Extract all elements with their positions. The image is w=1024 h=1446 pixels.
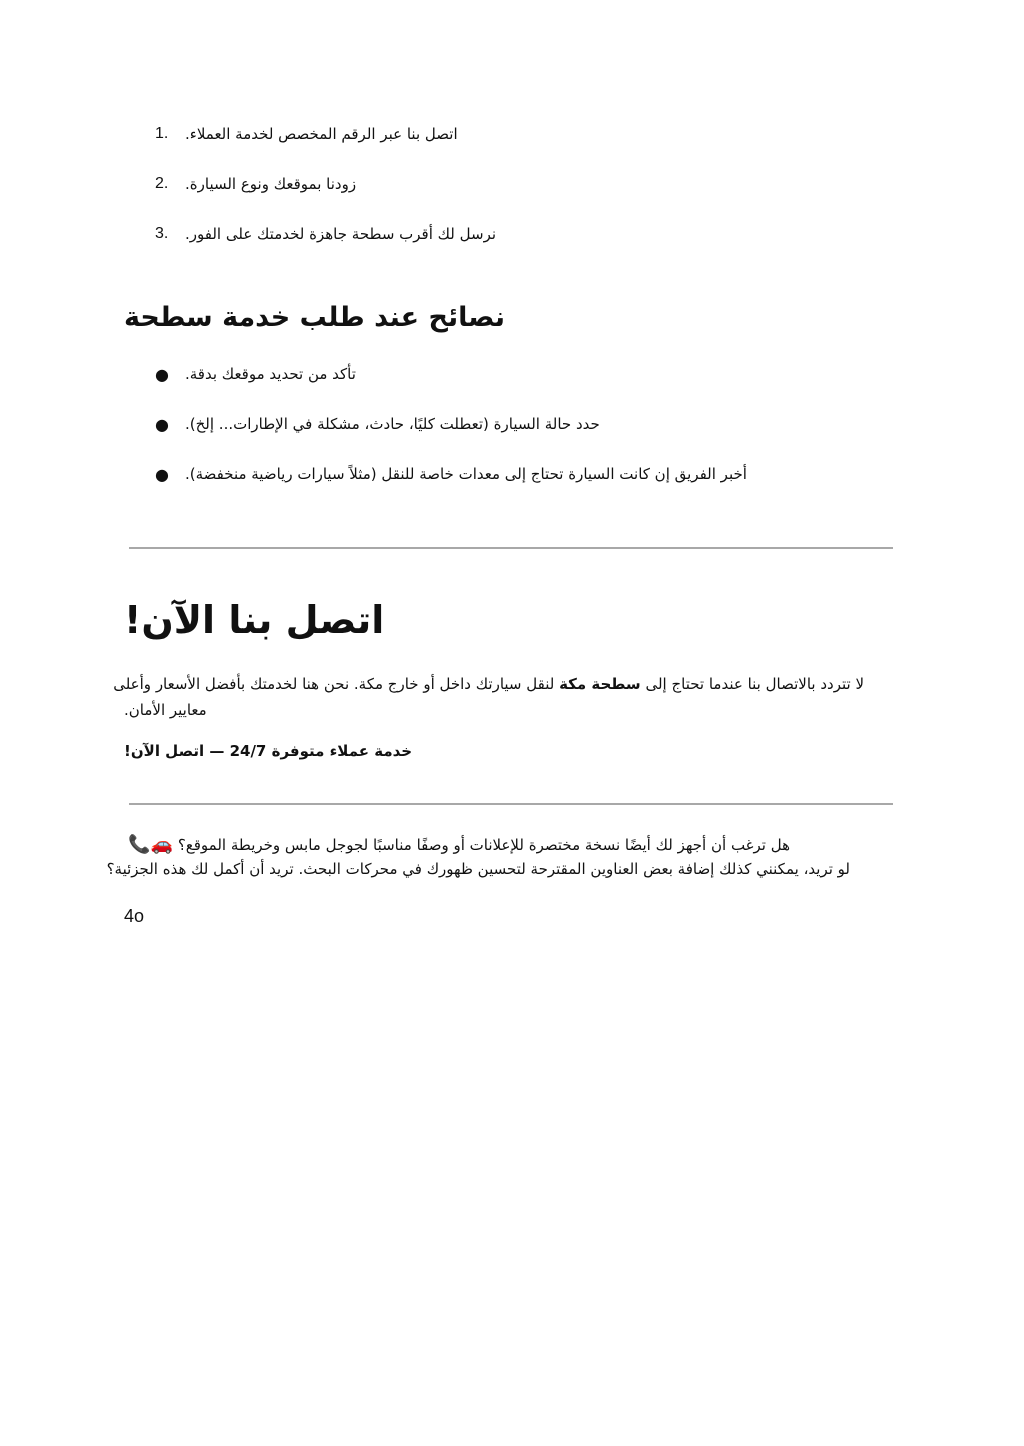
step-number: 1. xyxy=(155,125,169,142)
phone-icon: 📞 xyxy=(128,834,151,855)
car-icon: 🚗 xyxy=(150,834,174,855)
step-item xyxy=(155,122,458,146)
tip-item xyxy=(155,412,600,436)
tip-text: تأكد من تحديد موقعك بدقة. xyxy=(185,365,356,383)
bullet-icon: ● xyxy=(155,414,169,434)
step-number: 3. xyxy=(155,225,169,242)
contact-paragraph-line xyxy=(113,671,864,697)
bullet-icon: ● xyxy=(155,364,169,384)
model-label: 4o xyxy=(124,906,145,926)
step-item xyxy=(155,222,496,246)
followup-line xyxy=(128,834,790,855)
contact-paragraph-line: معايير الأمان. xyxy=(124,701,207,719)
contact-heading: اتصل بنا الآن! xyxy=(124,598,385,642)
tips-heading: نصائح عند طلب خدمة سطحة xyxy=(124,302,506,333)
followup-line: لو تريد، يمكنني كذلك إضافة بعض العناوين المقترحة لتحسين ظهورك في محركات البحث. تريد أن أكمل لك هذه الجزئية؟ xyxy=(106,860,850,878)
step-number: 2. xyxy=(155,175,169,192)
tip-item xyxy=(155,462,747,486)
step-text: اتصل بنا عبر الرقم المخصص لخدمة العملاء. xyxy=(185,125,458,143)
tip-text: حدد حالة السيارة (تعطلت كليًا، حادث، مشكلة في الإطارات... إلخ). xyxy=(185,415,600,433)
bullet-icon: ● xyxy=(155,464,169,484)
contact-text: لنقل سيارتك داخل أو خارج مكة. نحن هنا لخدمتك بأفضل الأسعار وأعلى xyxy=(113,675,560,693)
tip-text: أخبر الفريق إن كانت السيارة تحتاج إلى معدات خاصة للنقل (مثلاً سيارات رياضية منخفضة). xyxy=(185,465,747,483)
contact-text: لا تتردد بالاتصال بنا عندما تحتاج إلى xyxy=(640,675,864,693)
step-text: زودنا بموقعك ونوع السيارة. xyxy=(185,175,357,193)
brand-name: سطحة مكة xyxy=(559,675,641,693)
contact-paragraph xyxy=(113,671,864,723)
tip-item xyxy=(155,362,356,386)
horizontal-divider xyxy=(129,803,893,805)
step-item xyxy=(155,172,356,196)
followup-text: هل ترغب أن أجهز لك أيضًا نسخة مختصرة للإعلانات أو وصفًا مناسبًا لجوجل مابس وخريطة الموقع؟ xyxy=(177,836,790,854)
call-to-action: خدمة عملاء متوفرة 24/7 — اتصل الآن! xyxy=(124,742,413,760)
step-text: نرسل لك أقرب سطحة جاهزة لخدمتك على الفور. xyxy=(185,225,497,243)
horizontal-divider xyxy=(129,547,893,549)
